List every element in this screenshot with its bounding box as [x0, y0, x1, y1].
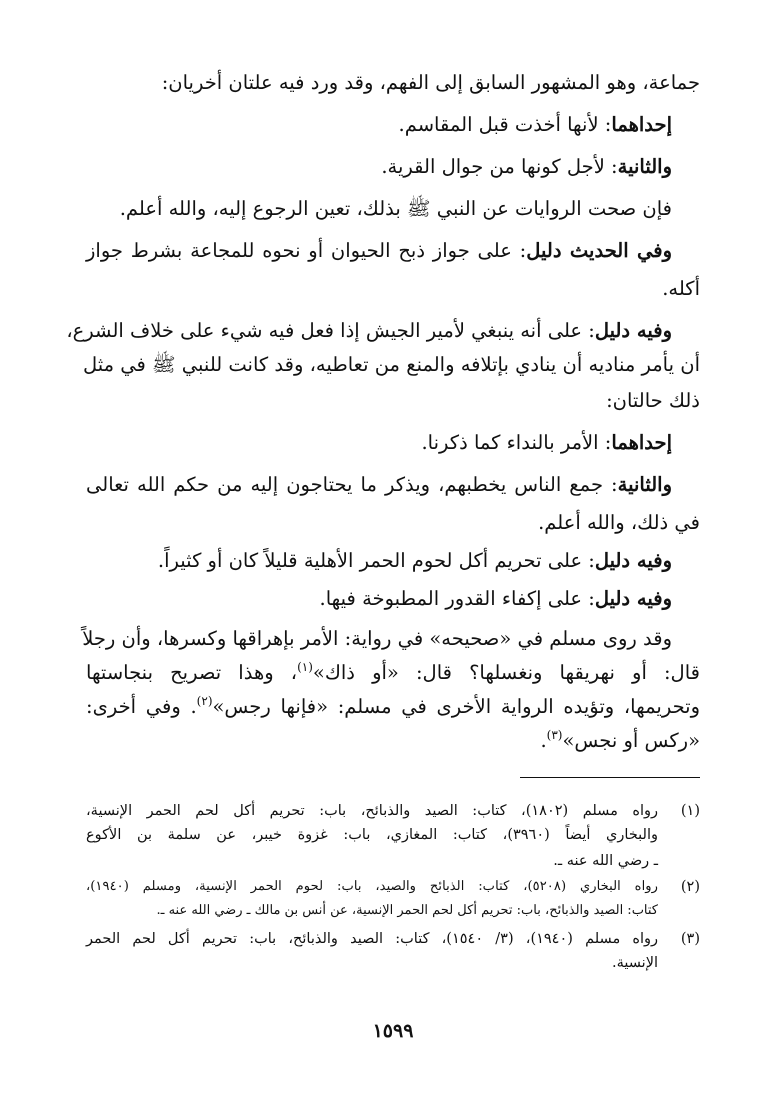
text: قال: أو نهريقها ونغسلها؟ قال: «أو ذاك» [312, 661, 700, 684]
footnote-number: (٣) [680, 931, 700, 947]
text: وتحريمها، وتؤيده الرواية الأخرى في مسلم: «فإنها رجس» [212, 695, 701, 718]
body-line-14 [86, 586, 700, 612]
body-line-11 [86, 472, 700, 498]
text: «ركس أو نجس» [562, 729, 700, 752]
bold-heading: والثانية [617, 155, 672, 178]
text: في ذلك، والله أعلم. [538, 511, 700, 534]
body-line-4 [86, 196, 700, 222]
text: أن يأمر مناديه أن ينادي بإتلافه والمنع من تعاطيه، وقد كانت للنبي ﷺ في مثل [82, 353, 700, 376]
bold-heading: إحداهما [611, 431, 672, 454]
footnote-ref-2: (٢) [196, 694, 213, 708]
body-line-5 [86, 238, 700, 264]
text: : على أنه ينبغي لأمير الجيش إذا فعل فيه شيء على خلاف الشرع، [66, 319, 595, 342]
body-line-16 [86, 660, 700, 686]
text: : على تحريم أكل لحوم الحمر الأهلية قليلاً كان أو كثيراً. [157, 549, 595, 572]
text: : على جواز ذبح الحيوان أو نحوه للمجاعة بشرط جواز [86, 239, 527, 262]
footnote-text: ـ رضي الله عنه ـ. [553, 853, 658, 869]
body-line-9 [86, 388, 700, 414]
text: أكله. [662, 277, 700, 300]
body-line-10 [86, 430, 700, 456]
footnote-separator [520, 777, 700, 778]
text: ذلك حالتان: [606, 389, 700, 412]
footnote-text: رواه مسلم (١٨٠٢)، كتاب: الصيد والذبائح، باب: تحريم أكل لحم الحمر الإنسية، [86, 803, 658, 819]
body-line-7 [66, 318, 700, 344]
page-number: ١٥٩٩ [372, 1020, 414, 1042]
bold-heading: والثانية [617, 473, 672, 496]
text: جماعة، وهو المشهور السابق إلى الفهم، وقد ورد فيه علتان أخريان: [161, 71, 700, 94]
footnote-text: الإنسية. [611, 955, 658, 971]
footnote-ref-3: (٣) [546, 728, 563, 742]
bold-heading: إحداهما [611, 113, 672, 136]
bold-heading: وفيه دليل [594, 549, 672, 572]
text: . [540, 729, 547, 752]
text: . وفي أخرى: [86, 695, 197, 718]
footnote-ref-1: (١) [297, 660, 313, 674]
text: ، وهذا تصريح بنجاستها [86, 661, 298, 684]
body-line-12 [86, 510, 700, 536]
text: : لأنها أخذت قبل المقاسم. [398, 113, 612, 136]
text: وقد روى مسلم في «صحيحه» في رواية: الأمر بإهراقها وكسرها، وأن رجلاً [82, 627, 672, 650]
body-line-17 [86, 694, 700, 720]
body-line-1 [86, 70, 700, 96]
bold-heading: وفيه دليل [594, 587, 672, 610]
footnote-text: رواه مسلم (١٩٤٠)، (٣/ ١٥٤٠)، كتاب: الصيد والذبائح، باب: تحريم أكل لحم الحمر [86, 931, 659, 947]
footnote-text: والبخاري أيضاً (٣٩٦٠)، كتاب: المغازي، باب: غزوة خيبر، عن سلمة بن الأكوع [86, 827, 658, 843]
body-line-13 [86, 548, 700, 574]
bold-heading: وفي الحديث دليل [526, 239, 672, 262]
body-line-18 [86, 728, 700, 754]
footnote-text: كتاب: الصيد والذبائح، باب: تحريم أكل لحم الحمر الإنسية، عن أنس بن مالك ـ رضي الله عنه ـ. [156, 903, 658, 918]
text: : الأمر بالنداء كما ذكرنا. [421, 431, 612, 454]
footnote-number: (١) [680, 803, 700, 819]
body-line-3 [86, 154, 700, 180]
book-page [66, 62, 701, 1072]
text: : جمع الناس يخطبهم، ويذكر ما يحتاجون إليه من حكم الله تعالى [86, 473, 618, 496]
text: فإن صحت الروايات عن النبي ﷺ بذلك، تعين الرجوع إليه، والله أعلم. [119, 197, 672, 220]
body-line-8 [82, 352, 700, 378]
footnote-number: (٢) [680, 879, 700, 895]
bold-heading: وفيه دليل [594, 319, 672, 342]
text: : لأجل كونها من جوال القرية. [381, 155, 618, 178]
body-line-6 [86, 276, 700, 302]
body-line-2 [86, 112, 700, 138]
footnote-text: رواه البخاري (٥٢٠٨)، كتاب: الذبائح والصيد، باب: لحوم الحمر الإنسية، ومسلم (١٩٤٠)، [86, 879, 658, 894]
body-line-15 [82, 626, 700, 652]
text: : على إكفاء القدور المطبوخة فيها. [319, 587, 595, 610]
